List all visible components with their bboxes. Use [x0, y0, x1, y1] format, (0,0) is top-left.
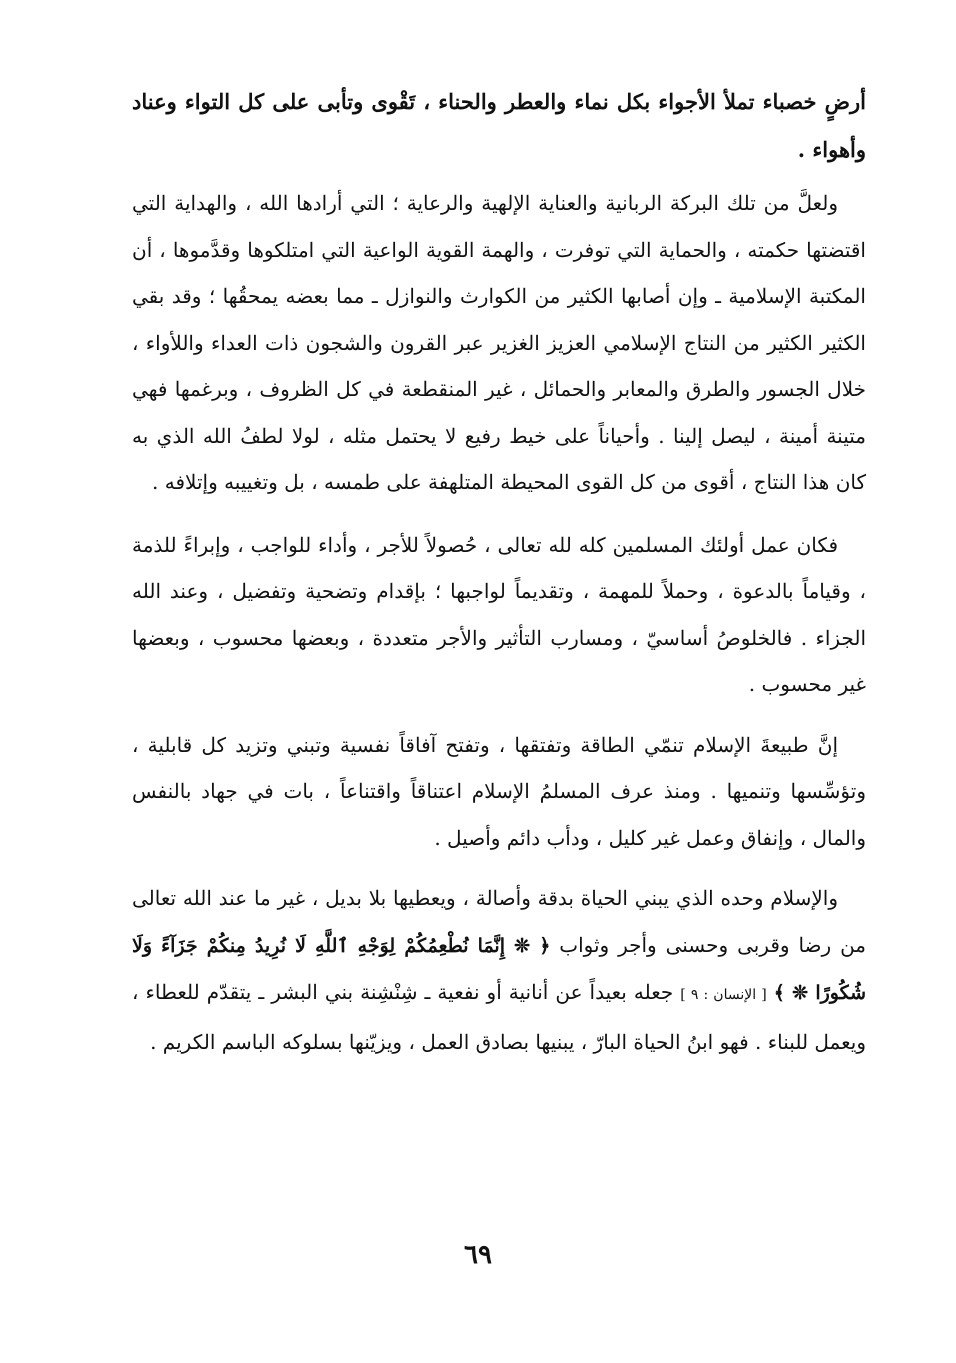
verse-citation: [ الإنسان : ٩ ] — [680, 987, 767, 1003]
paragraph-5-text-end: جعله بعيداً عن أنانية أو نفعية ـ شِنْشِنة بني البشر ـ يتقدّم للعطاء ، ويعمل للبناء . فهو ابنُ الحياة البارّ ، يبنيها بصادق العمل ، ويزيّنها بسلوكه الباسم الكريم . — [132, 980, 866, 1054]
paragraph-5-text-start: والإسلام وحده الذي يبني الحياة بدقة وأصالة ، ويعطيها بلا بديل ، غير ما عند الله تعالى من رضا وقربى وحسنى وأجر وثواب — [132, 886, 867, 957]
quran-verse: ﴿ ❊ إِنَّمَا نُطْعِمُكُمْ لِوَجْهِ ٱللَّهِ لَا نُرِيدُ مِنكُمْ جَزَآءً وَلَا شُكُورًا ❊ ﴾ — [132, 934, 867, 1004]
paragraph-2: ولعلَّ من تلك البركة الربانية والعناية الإلهية والرعاية ؛ التي أرادها الله ، والهداية التي اقتضتها حكمته ، والحماية التي توفرت ، والهمة القوية الواعية التي امتلكوها وقدَّموها ، أن المكتبة الإسلامية ـ وإن أصابها الكثير من الكوارث والنوازل ـ مما بعضه يمحقُها ؛ وقد بقي الكثير الكثير من النتاج الإسلامي العزيز الغزير عبر القرون والشجون ذات العداء واللأواء ، خلال الجسور والطرق والمعابر والحمائل ، غير المنقطعة في كل الظروف ، وبرغمها فهي متينة أمينة ، ليصل إلينا . وأحياناً على خيط رفيع لا يحتمل مثله ، لولا لطفُ الله الذي به كان هذا النتاج ، أقوى من كل القوى المحيطة المتلهفة على طمسه ، بل وتغييبه وإتلافه . — [132, 191, 866, 494]
paragraph-5 — [132, 875, 866, 1065]
paragraph-1: أرضٍ خصباء تملأ الأجواء بكل نماء والعطر والحناء ، تَقْوى وتأبى على كل التواء وعناد وأهواء . — [132, 89, 866, 162]
page-body — [132, 78, 866, 1278]
paragraph-3: فكان عمل أولئك المسلمين كله لله تعالى ، حُصولاً للأجر ، وأداء للواجب ، وإبراءً للذمة ، وقياماً بالدعوة ، وحملاً للمهمة ، وتقديماً لواجبها ؛ بإقدام وتضحية وتفضيل ، وعند الله الجزاء . فالخلوصُ أساسيّ ، ومسارب التأثير والأجر متعددة ، وبعضها محسوب ، وبعضها غير محسوب . — [132, 532, 867, 696]
paragraph-4: إنَّ طبيعةَ الإسلام تنمّي الطاقة وتفتقها ، وتفتح آفاقاً نفسية وتبني وتزيد كل قابلية ، وتؤسِّسها وتنميها . ومنذ عرف المسلمُ الإسلام اعتناقاً واقتناعاً ، بات في جهاد بالنفس والمال ، وإنفاق وعمل غير كليل ، ودأب دائم وأصيل . — [132, 732, 866, 850]
page-number: ٦٩ — [464, 1240, 492, 1270]
